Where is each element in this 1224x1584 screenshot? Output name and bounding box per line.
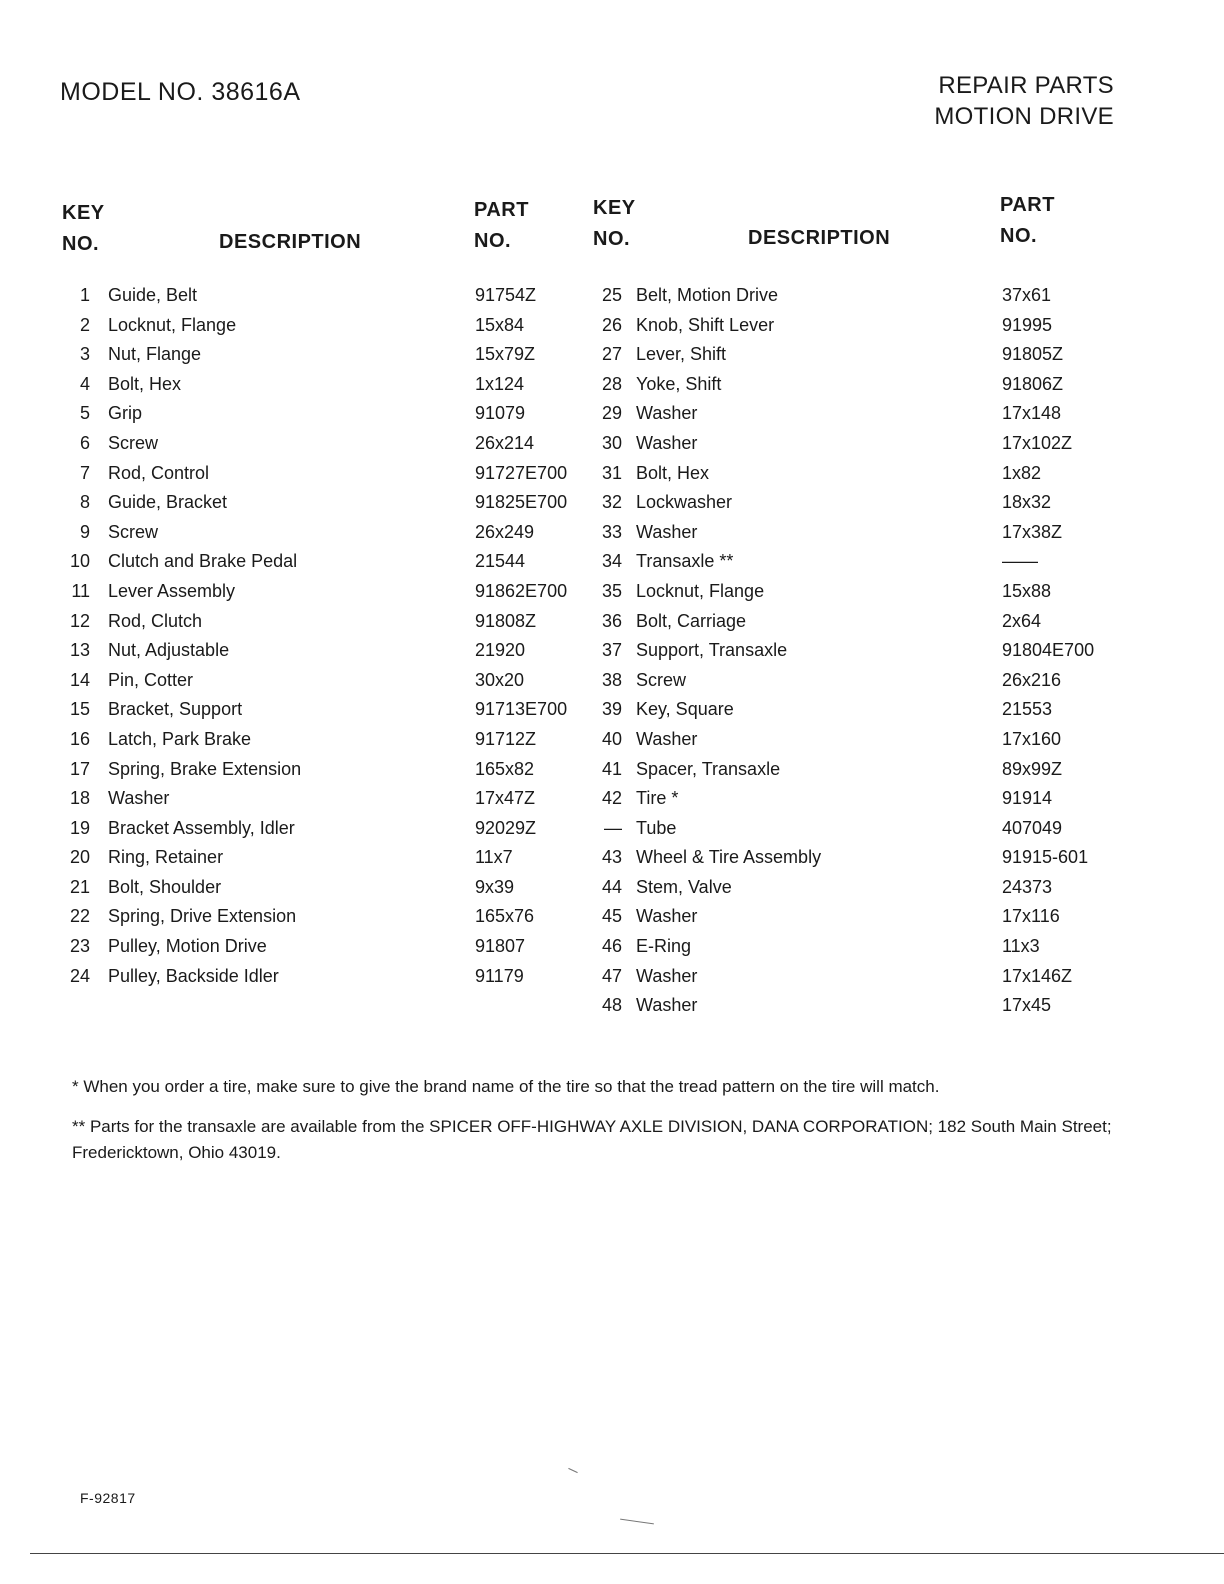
part-number: 21544 [475,551,526,572]
part-key-number: 12 [69,610,90,631]
part-description: Washer [636,906,698,927]
part-key-number: 37 [601,640,622,661]
part-description: Bolt, Shoulder [108,876,222,897]
bottom-rule [30,1553,1224,1554]
part-number: 91914 [1002,788,1053,809]
part-description: Screw [636,669,687,690]
part-description: Transaxle ** [636,551,734,572]
part-number: 26x214 [475,432,535,453]
part-number: 91806Z [1002,373,1064,394]
part-description: Screw [108,521,159,542]
part-description: Stem, Valve [636,876,732,897]
part-key-number: 1 [79,285,90,305]
part-key-number: 2 [79,314,90,335]
part-description: Tire * [636,788,679,809]
part-description: Knob, Shift Lever [636,314,775,335]
part-key-number: 44 [601,876,622,897]
part-number: 37x61 [1002,285,1052,305]
part-number: 165x76 [475,906,535,927]
part-number: 92029Z [475,817,537,838]
part-key-number: 39 [601,699,622,720]
part-key-number: 9 [79,521,90,542]
key-header-line1: KEY [593,197,636,219]
part-description: Washer [636,432,698,453]
part-description: Belt, Motion Drive [636,285,779,305]
part-key-number: 21 [69,876,90,897]
part-key-number: — [604,817,622,838]
part-number: 17x146Z [1002,965,1073,986]
part-number: 26x216 [1002,669,1062,690]
part-description: Nut, Adjustable [108,640,230,661]
part-key-number: 27 [601,344,622,365]
part-number: 17x45 [1002,995,1052,1016]
part-number: 91807 [475,936,526,957]
part-description: Support, Transaxle [636,640,788,661]
transaxle-footnote: ** Parts for the transaxle are available from the SPICER OFF-HIGHWAY AXLE DIVISION, DANA CORPORATION; 182 South Main Street; Fredericktown, Ohio 43019. [72,1117,1112,1162]
part-key-number: 13 [69,640,90,661]
part-description: Washer [108,788,170,809]
part-description: Washer [636,521,698,542]
part-key-number: 3 [79,344,90,365]
model-number: MODEL NO. 38616A [60,78,301,106]
part-number: 18x32 [1002,492,1052,513]
part-description: Locknut, Flange [636,580,765,601]
part-description: Latch, Park Brake [108,728,252,749]
part-header-line1: PART [1000,194,1055,216]
part-key-number: 5 [79,403,90,424]
part-number: 11x7 [475,847,513,868]
part-key-number: 29 [601,403,622,424]
part-description: Ring, Retainer [108,847,224,868]
part-number: 17x102Z [1002,432,1073,453]
part-description: Bracket, Support [108,699,243,720]
part-description: Locknut, Flange [108,314,237,335]
title-line-2: MOTION DRIVE [934,103,1114,130]
part-number: 165x82 [475,758,535,779]
form-number: F-92817 [80,1490,136,1506]
part-number: 17x160 [1002,728,1062,749]
part-number: 91079 [475,403,526,424]
part-description: Rod, Clutch [108,610,203,631]
left-part-header [474,195,529,257]
part-number: 91713E700 [475,699,568,720]
part-description: Nut, Flange [108,344,202,365]
part-number: 91712Z [475,728,537,749]
scan-mark [568,1468,577,1473]
part-number: 15x79Z [475,344,536,365]
part-number: 17x148 [1002,403,1062,424]
part-key-number: 42 [601,788,622,809]
part-description: Pin, Cotter [108,669,194,690]
part-number: 91179 [475,965,524,986]
part-key-number: 43 [601,847,622,868]
part-number: 91727E700 [475,462,568,483]
part-description: Spring, Drive Extension [108,906,297,927]
part-number: 21920 [475,640,526,661]
part-number: 91915-601 [1002,847,1089,868]
left-key-header [62,198,105,260]
right-part-header [1000,190,1055,252]
part-description: Key, Square [636,699,734,720]
part-header-line2: NO. [474,230,512,252]
part-description: E-Ring [636,936,692,957]
page-title [934,70,1114,132]
part-number: 91804E700 [1002,640,1095,661]
part-number: 2x64 [1002,610,1042,631]
part-key-number: 19 [69,817,90,838]
part-key-number: 18 [69,788,90,809]
part-key-number: 41 [601,758,622,779]
part-key-number: 35 [601,580,622,601]
part-key-number: 4 [79,373,90,394]
part-description: Washer [636,728,698,749]
part-key-number: 34 [601,551,622,572]
part-key-number: 32 [601,492,622,513]
title-line-1: REPAIR PARTS [938,72,1114,99]
part-number: 9x39 [475,876,515,897]
part-number: 91754Z [475,285,537,305]
part-number: 407049 [1002,817,1063,838]
part-description: Washer [636,403,698,424]
part-description: Pulley, Motion Drive [108,936,267,957]
key-header-line2: NO. [593,228,631,250]
part-description: Grip [108,403,143,424]
part-number: 1x124 [475,373,525,394]
part-header-line1: PART [474,199,529,221]
part-description: Pulley, Backside Idler [108,965,279,986]
part-number: 17x116 [1002,906,1060,927]
part-number: 17x38Z [1002,521,1063,542]
part-description: Lever, Shift [636,344,727,365]
part-key-number: 23 [69,936,90,957]
part-number: 91825E700 [475,492,568,513]
part-number: 17x47Z [475,788,536,809]
part-key-number: 45 [601,906,622,927]
part-key-number: 11 [71,580,90,601]
part-key-number: 8 [79,492,90,513]
part-number: 26x249 [475,521,535,542]
key-header-line1: KEY [62,202,105,224]
part-description: Rod, Control [108,462,210,483]
part-number: 89x99Z [1002,758,1063,779]
right-description-header: DESCRIPTION [748,227,891,249]
part-description: Spring, Brake Extension [108,758,302,779]
part-description: Bolt, Carriage [636,610,747,631]
part-key-number: 6 [79,432,90,453]
key-header-line2: NO. [62,233,100,255]
part-key-number: 15 [69,699,90,720]
part-key-number: 31 [601,462,622,483]
left-description-header: DESCRIPTION [219,231,362,253]
tire-footnote: * When you order a tire, make sure to give the brand name of the tire so that the tread pattern on the tire will match. [72,1077,940,1096]
part-number: 91808Z [475,610,537,631]
part-description: Guide, Belt [108,285,198,305]
part-number: 15x88 [1002,580,1052,601]
right-key-header [593,193,636,255]
part-number: 1x82 [1002,462,1042,483]
part-description: Bolt, Hex [108,373,182,394]
part-key-number: 26 [601,314,622,335]
part-description: Lever Assembly [108,580,236,601]
part-key-number: 24 [69,965,90,986]
part-description: Washer [636,995,698,1016]
part-key-number: 36 [601,610,622,631]
part-header-line2: NO. [1000,225,1038,247]
part-key-number: 25 [601,285,622,305]
part-number: 91862E700 [475,580,568,601]
part-number: 11x3 [1002,936,1040,957]
part-description: Bolt, Hex [636,462,710,483]
part-number: 91995 [1002,314,1053,335]
scan-mark [620,1519,654,1525]
part-description: Lockwasher [636,492,733,513]
part-key-number: 30 [601,432,622,453]
part-description: Spacer, Transaxle [636,758,781,779]
part-key-number: 16 [69,728,90,749]
part-number: 91805Z [1002,344,1064,365]
part-description: Clutch and Brake Pedal [108,551,298,572]
part-description: Wheel & Tire Assembly [636,847,822,868]
part-description: Bracket Assembly, Idler [108,817,295,838]
part-number: 21553 [1002,699,1053,720]
part-key-number: 40 [601,728,622,749]
part-key-number: 14 [69,669,90,690]
part-key-number: 7 [79,462,90,483]
part-key-number: 47 [601,965,622,986]
part-number: —— [1002,551,1038,572]
part-description: Yoke, Shift [636,373,722,394]
part-key-number: 10 [69,551,90,572]
part-key-number: 20 [69,847,90,868]
part-key-number: 46 [601,936,622,957]
part-description: Screw [108,432,159,453]
part-key-number: 17 [69,758,90,779]
part-number: 24373 [1002,876,1053,897]
part-key-number: 48 [601,995,622,1016]
part-description: Tube [636,817,677,838]
part-key-number: 22 [69,906,90,927]
part-key-number: 33 [601,521,622,542]
part-key-number: 38 [601,669,622,690]
part-number: 30x20 [475,669,525,690]
part-number: 15x84 [475,314,525,335]
part-description: Washer [636,965,698,986]
part-key-number: 28 [601,373,622,394]
part-description: Guide, Bracket [108,492,228,513]
